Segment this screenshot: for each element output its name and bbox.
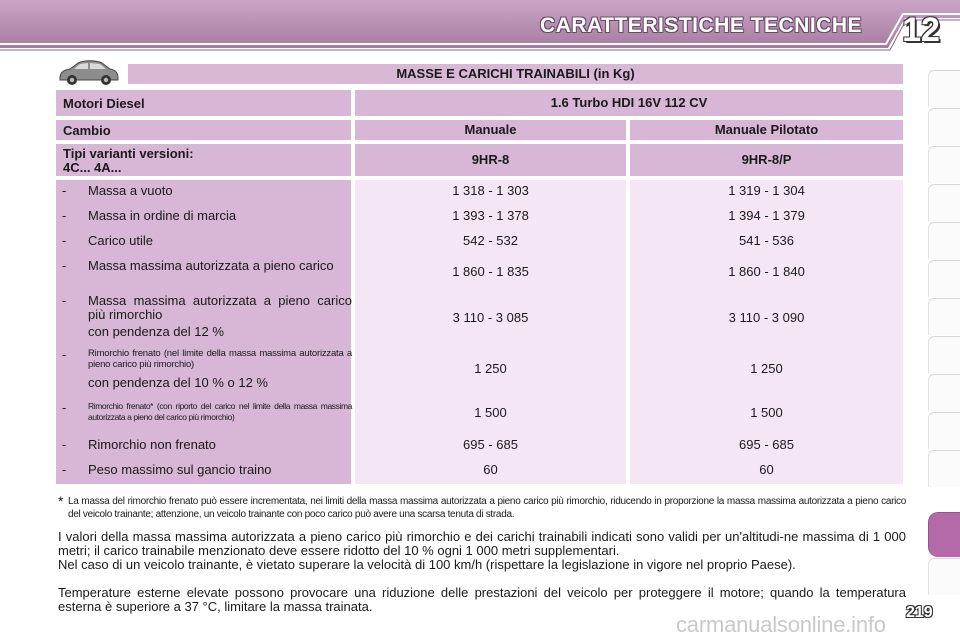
row-label: - Massa in ordine di marcia <box>62 208 237 223</box>
variant-9hr-8: 9HR-8 <box>355 144 626 176</box>
row-value-manual: 1 393 - 1 378 <box>452 208 529 223</box>
body-paragraph: I valori della massa massima autorizzata a pieno carico più rimorchio e dei carichi trainabili indicati sono validi per un'altitudi-ne massima di 1 000 metri; il carico trainabile menzionato deve essere ridotto del 10 % ogni 1 000 metri supplementari. <box>58 529 906 558</box>
page-number: 219 <box>906 604 933 621</box>
row-value-piloted: 1 319 - 1 304 <box>728 183 805 198</box>
variants-label: Tipi varianti versioni: 4C... 4A... <box>63 146 194 175</box>
row-value-piloted: 541 - 536 <box>739 233 794 248</box>
page-title: CARATTERISTICHE TECNICHE <box>540 14 862 37</box>
gearbox-piloted: Manuale Pilotato <box>630 120 903 140</box>
engine-value: 1.6 Turbo HDI 16V 112 CV <box>355 90 903 116</box>
body-paragraph: Nel caso di un veicolo trainante, è vietato superare la velocità di 100 km/h (rispettare la legislazione in vigore nel proprio Paese). <box>58 557 796 572</box>
footnote-text: La massa del rimorchio frenato può essere incrementata, nei limiti della massa massima autorizzata a pieno carico più rimorchio, riducendo in proporzione la massa massima autorizzata a pieno carico del veicolo trainante; attenzione, un veicolo trainante con poco carico può avere una scarsa tenuta di strada. <box>68 496 906 520</box>
row-value-manual: 1 500 <box>474 405 507 420</box>
chapter-tab[interactable] <box>928 450 960 487</box>
row-label: - Carico utile <box>62 233 154 248</box>
row-value-manual: 1 860 - 1 835 <box>452 264 529 279</box>
row-value-piloted: 1 860 - 1 840 <box>728 264 805 279</box>
chapter-tab[interactable] <box>928 70 960 107</box>
engine-label: Motori Diesel <box>63 96 145 111</box>
gearbox-label-cell <box>56 120 351 140</box>
row-value-piloted: 1 394 - 1 379 <box>728 208 805 223</box>
chapter-tab[interactable] <box>928 222 960 259</box>
footnote-marker: * <box>58 493 64 509</box>
row-label: - Rimorchio frenato (nel limite della massa massima autorizzata a pieno carico più rimorchio) con pendenza del 10 % o 12 % <box>62 347 352 390</box>
engine-label-cell <box>56 90 351 116</box>
gearbox-manual: Manuale <box>355 120 626 140</box>
chapter-tab[interactable] <box>928 374 960 411</box>
row-label: - Rimorchio frenato* (con riporto del carico nel limite della massa massima autorizzata a pieno del carico più rimorchio) <box>62 400 352 422</box>
chapter-tab[interactable] <box>928 558 960 595</box>
row-sublabel: con pendenza del 12 % <box>88 324 224 339</box>
chapter-tab[interactable] <box>928 412 960 449</box>
variants-label-cell <box>56 144 351 176</box>
row-value-manual: 1 250 <box>474 361 507 376</box>
row-label: - Peso massimo sul gancio traino <box>62 462 272 477</box>
variant-9hr-8p: 9HR-8/P <box>630 144 903 176</box>
row-value-manual: 3 110 - 3 085 <box>452 310 529 325</box>
car-icon <box>56 58 120 86</box>
row-value-manual: 695 - 685 <box>463 437 518 452</box>
chapter-tab[interactable] <box>928 298 960 335</box>
body-paragraph: Temperature esterne elevate possono provocare una riduzione delle prestazioni del veicolo per proteggere il motore; quando la temperatura esterna è superiore a 37 °C, limitare la massa trainata. <box>58 585 906 614</box>
chapter-tabs <box>928 70 960 610</box>
row-value-piloted: 60 <box>759 462 774 477</box>
chapter-tab[interactable] <box>928 260 960 297</box>
table-title: MASSE E CARICHI TRAINABILI (in Kg) <box>128 64 903 84</box>
page-header <box>0 0 960 58</box>
gearbox-label: Cambio <box>63 123 111 138</box>
row-value-piloted: 3 110 - 3 090 <box>728 310 805 325</box>
row-label: - Massa a vuoto <box>62 183 173 198</box>
row-label: - Massa massima autorizzata a pieno carico più rimorchio con pendenza del 12 % <box>62 293 352 339</box>
row-label: - Massa massima autorizzata a pieno carico <box>62 258 334 273</box>
chapter-tab[interactable] <box>928 108 960 145</box>
chapter-number: 12 <box>902 11 940 49</box>
chapter-tab[interactable] <box>928 184 960 221</box>
row-value-manual: 60 <box>483 462 498 477</box>
chapter-tab[interactable] <box>928 146 960 183</box>
chapter-tab-active[interactable] <box>928 512 960 557</box>
row-sublabel: con pendenza del 10 % o 12 % <box>88 375 268 390</box>
row-value-manual: 542 - 532 <box>463 233 518 248</box>
row-value-piloted: 695 - 685 <box>739 437 794 452</box>
row-value-manual: 1 318 - 1 303 <box>452 183 529 198</box>
row-value-piloted: 1 500 <box>750 405 783 420</box>
watermark: carmanualsonline.info <box>676 612 886 637</box>
row-label: - Rimorchio non frenato <box>62 437 216 452</box>
chapter-tab[interactable] <box>928 336 960 373</box>
row-value-piloted: 1 250 <box>750 361 783 376</box>
